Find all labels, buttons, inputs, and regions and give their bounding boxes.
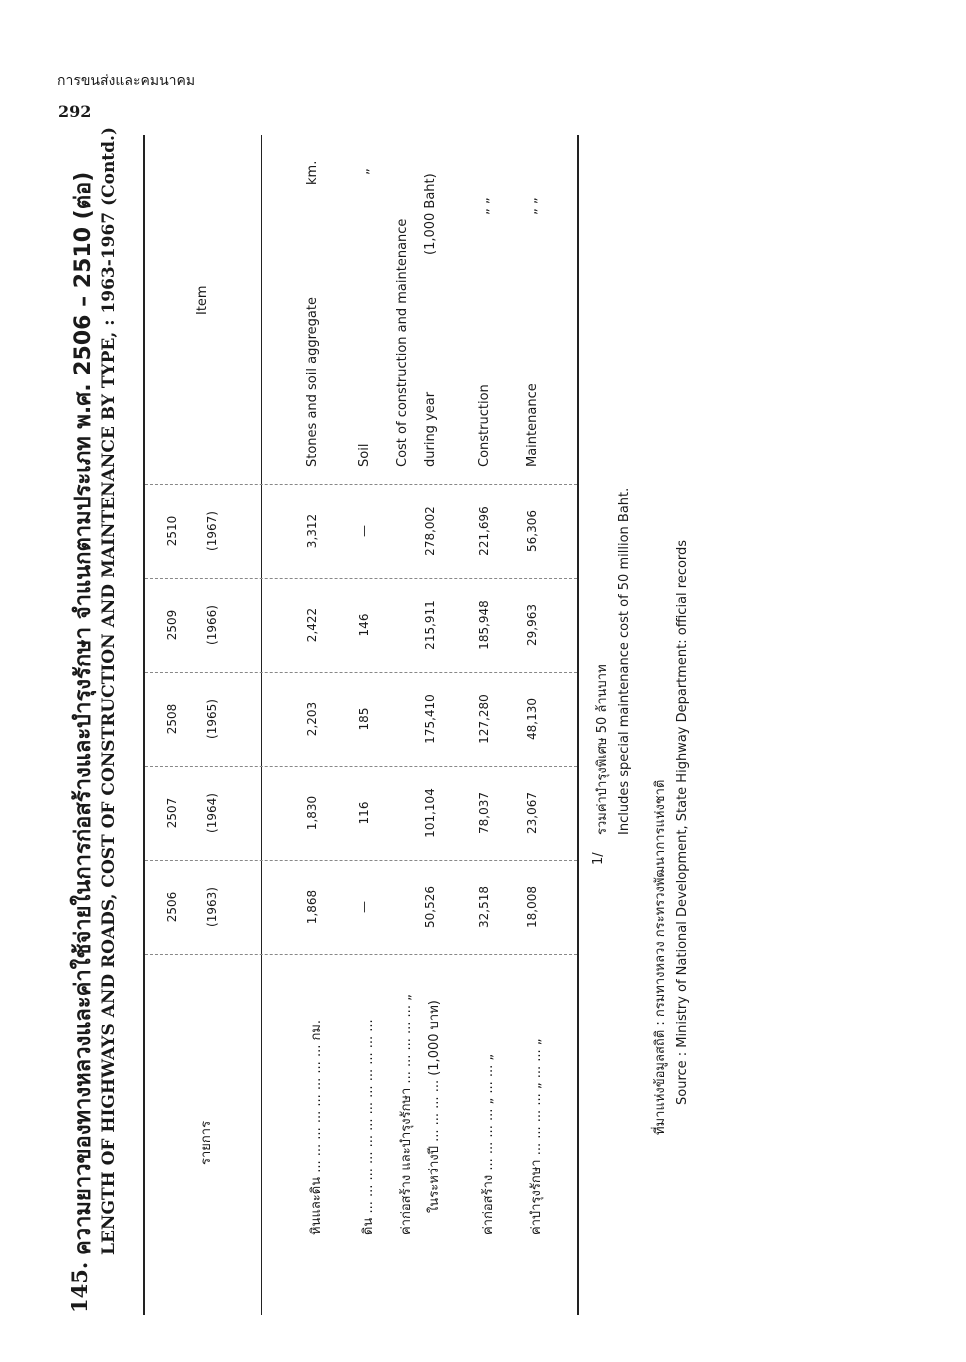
- table-cell: 146: [357, 613, 371, 637]
- year-header: 2509: [165, 609, 179, 641]
- footnote-thai: รวมค่าบำรุงพิเศษ 50 ล้านบาท: [595, 664, 610, 835]
- table-cell: 48,130: [525, 698, 539, 740]
- footnote-english: Includes special maintenance cost of 50 million Baht.: [617, 487, 632, 835]
- row-label-english: Soil: [357, 443, 372, 467]
- row-unit: km.: [305, 160, 320, 185]
- source-thai: ที่มาแห่งข้อมูลสถิติ : กรมทางหลวง กระทรวงพัฒนาการแห่งชาติ: [653, 779, 668, 1135]
- item-header-english: Item: [195, 285, 210, 315]
- table-cell: 23,067: [525, 792, 539, 834]
- row-unit: „: [357, 168, 372, 175]
- item-header-thai: รายการ: [199, 1120, 214, 1165]
- footnote-mark: 1/: [591, 852, 606, 865]
- year-header: 2507: [165, 797, 179, 829]
- table-cell: —: [357, 901, 371, 913]
- table-cell: 32,518: [477, 886, 491, 928]
- row-label-english: Maintenance: [525, 383, 540, 467]
- table-cell: 101,104: [423, 788, 437, 838]
- table-title-thai: ความยาวของทางหลวงและค่าใช้จ่ายในการก่อสร้างและบำรุงรักษา จำแนกตามประเภท พ.ศ. 2506 – 2510 (ต่อ): [71, 171, 96, 1255]
- row-unit: (1,000 Baht): [423, 173, 438, 255]
- table-cell: 2,422: [305, 607, 319, 643]
- table-cell: 221,696: [477, 506, 491, 556]
- year-header: (1964): [205, 793, 219, 833]
- table-cell: 127,280: [477, 694, 491, 744]
- table-cell: —: [357, 525, 371, 537]
- table-cell: 29,963: [525, 604, 539, 646]
- table-cell: 278,002: [423, 506, 437, 556]
- row-label-thai: หินและดิน ... ... ... ... ... ... ... ... กม.: [309, 1019, 324, 1235]
- row-label-thai: ค่าบำรุงรักษา ... ... ... ... „ ... ... „: [529, 1038, 544, 1235]
- row-label-thai: ค่าก่อสร้าง และบำรุงรักษา ... ... ... ... ... „: [399, 994, 414, 1235]
- table-bottom-rule: [577, 135, 579, 1315]
- row-unit: „ „: [477, 197, 492, 215]
- table-cell: 56,306: [525, 510, 539, 552]
- table-number: 145.: [67, 1261, 92, 1313]
- table-cell: 185,948: [477, 600, 491, 650]
- table-cell: 78,037: [477, 792, 491, 834]
- row-label-thai: ดิน ... ... ... ... ... ... ... ... ... ... ... ...: [361, 1019, 376, 1235]
- section-title: การขนส่งและคมนาคม: [57, 73, 196, 89]
- year-header: (1966): [205, 605, 219, 645]
- row-label-english-line2: during year: [423, 391, 438, 467]
- row-label-english: Stones and soil aggregate: [305, 297, 320, 467]
- year-header: 2506: [165, 891, 179, 923]
- row-label-thai: ค่าก่อสร้าง ... ... ... ... „ ... ... „: [481, 1053, 496, 1235]
- table-cell: 175,410: [423, 694, 437, 744]
- year-header: 2510: [165, 515, 179, 547]
- col-divider: [145, 954, 577, 955]
- row-label-english: Cost of construction and maintenance: [395, 218, 410, 467]
- row-unit: „ „: [525, 197, 540, 215]
- page-number: 292: [58, 102, 92, 121]
- table-cell: 1,868: [305, 889, 319, 925]
- source-english: Source : Ministry of National Development, State Highway Department: official records: [675, 539, 690, 1105]
- header-rule: [261, 135, 262, 1315]
- year-header: (1967): [205, 511, 219, 551]
- table-top-rule: [143, 135, 145, 1315]
- table-cell: 116: [357, 801, 371, 825]
- year-header: (1965): [205, 699, 219, 739]
- year-header: (1963): [205, 887, 219, 927]
- table-title-english: LENGTH OF HIGHWAYS AND ROADS, COST OF CONSTRUCTION AND MAINTENANCE BY TYPE, : 1963-1967 (Contd.): [99, 126, 119, 1255]
- table-title: [65, 115, 137, 1315]
- table-cell: 3,312: [305, 513, 319, 549]
- table-cell: 50,526: [423, 886, 437, 928]
- table-cell: 2,203: [305, 701, 319, 737]
- table-cell: 1,830: [305, 795, 319, 831]
- table-cell: 18,008: [525, 886, 539, 928]
- row-label-thai-line2: ในระหว่างปี ... ... ... ... (1,000 บาท): [427, 1000, 442, 1213]
- table-cell: 185: [357, 707, 371, 731]
- row-label-english: Construction: [477, 384, 492, 467]
- table-cell: 215,911: [423, 600, 437, 650]
- year-header: 2508: [165, 703, 179, 735]
- rotated-table-page: [65, 115, 705, 1315]
